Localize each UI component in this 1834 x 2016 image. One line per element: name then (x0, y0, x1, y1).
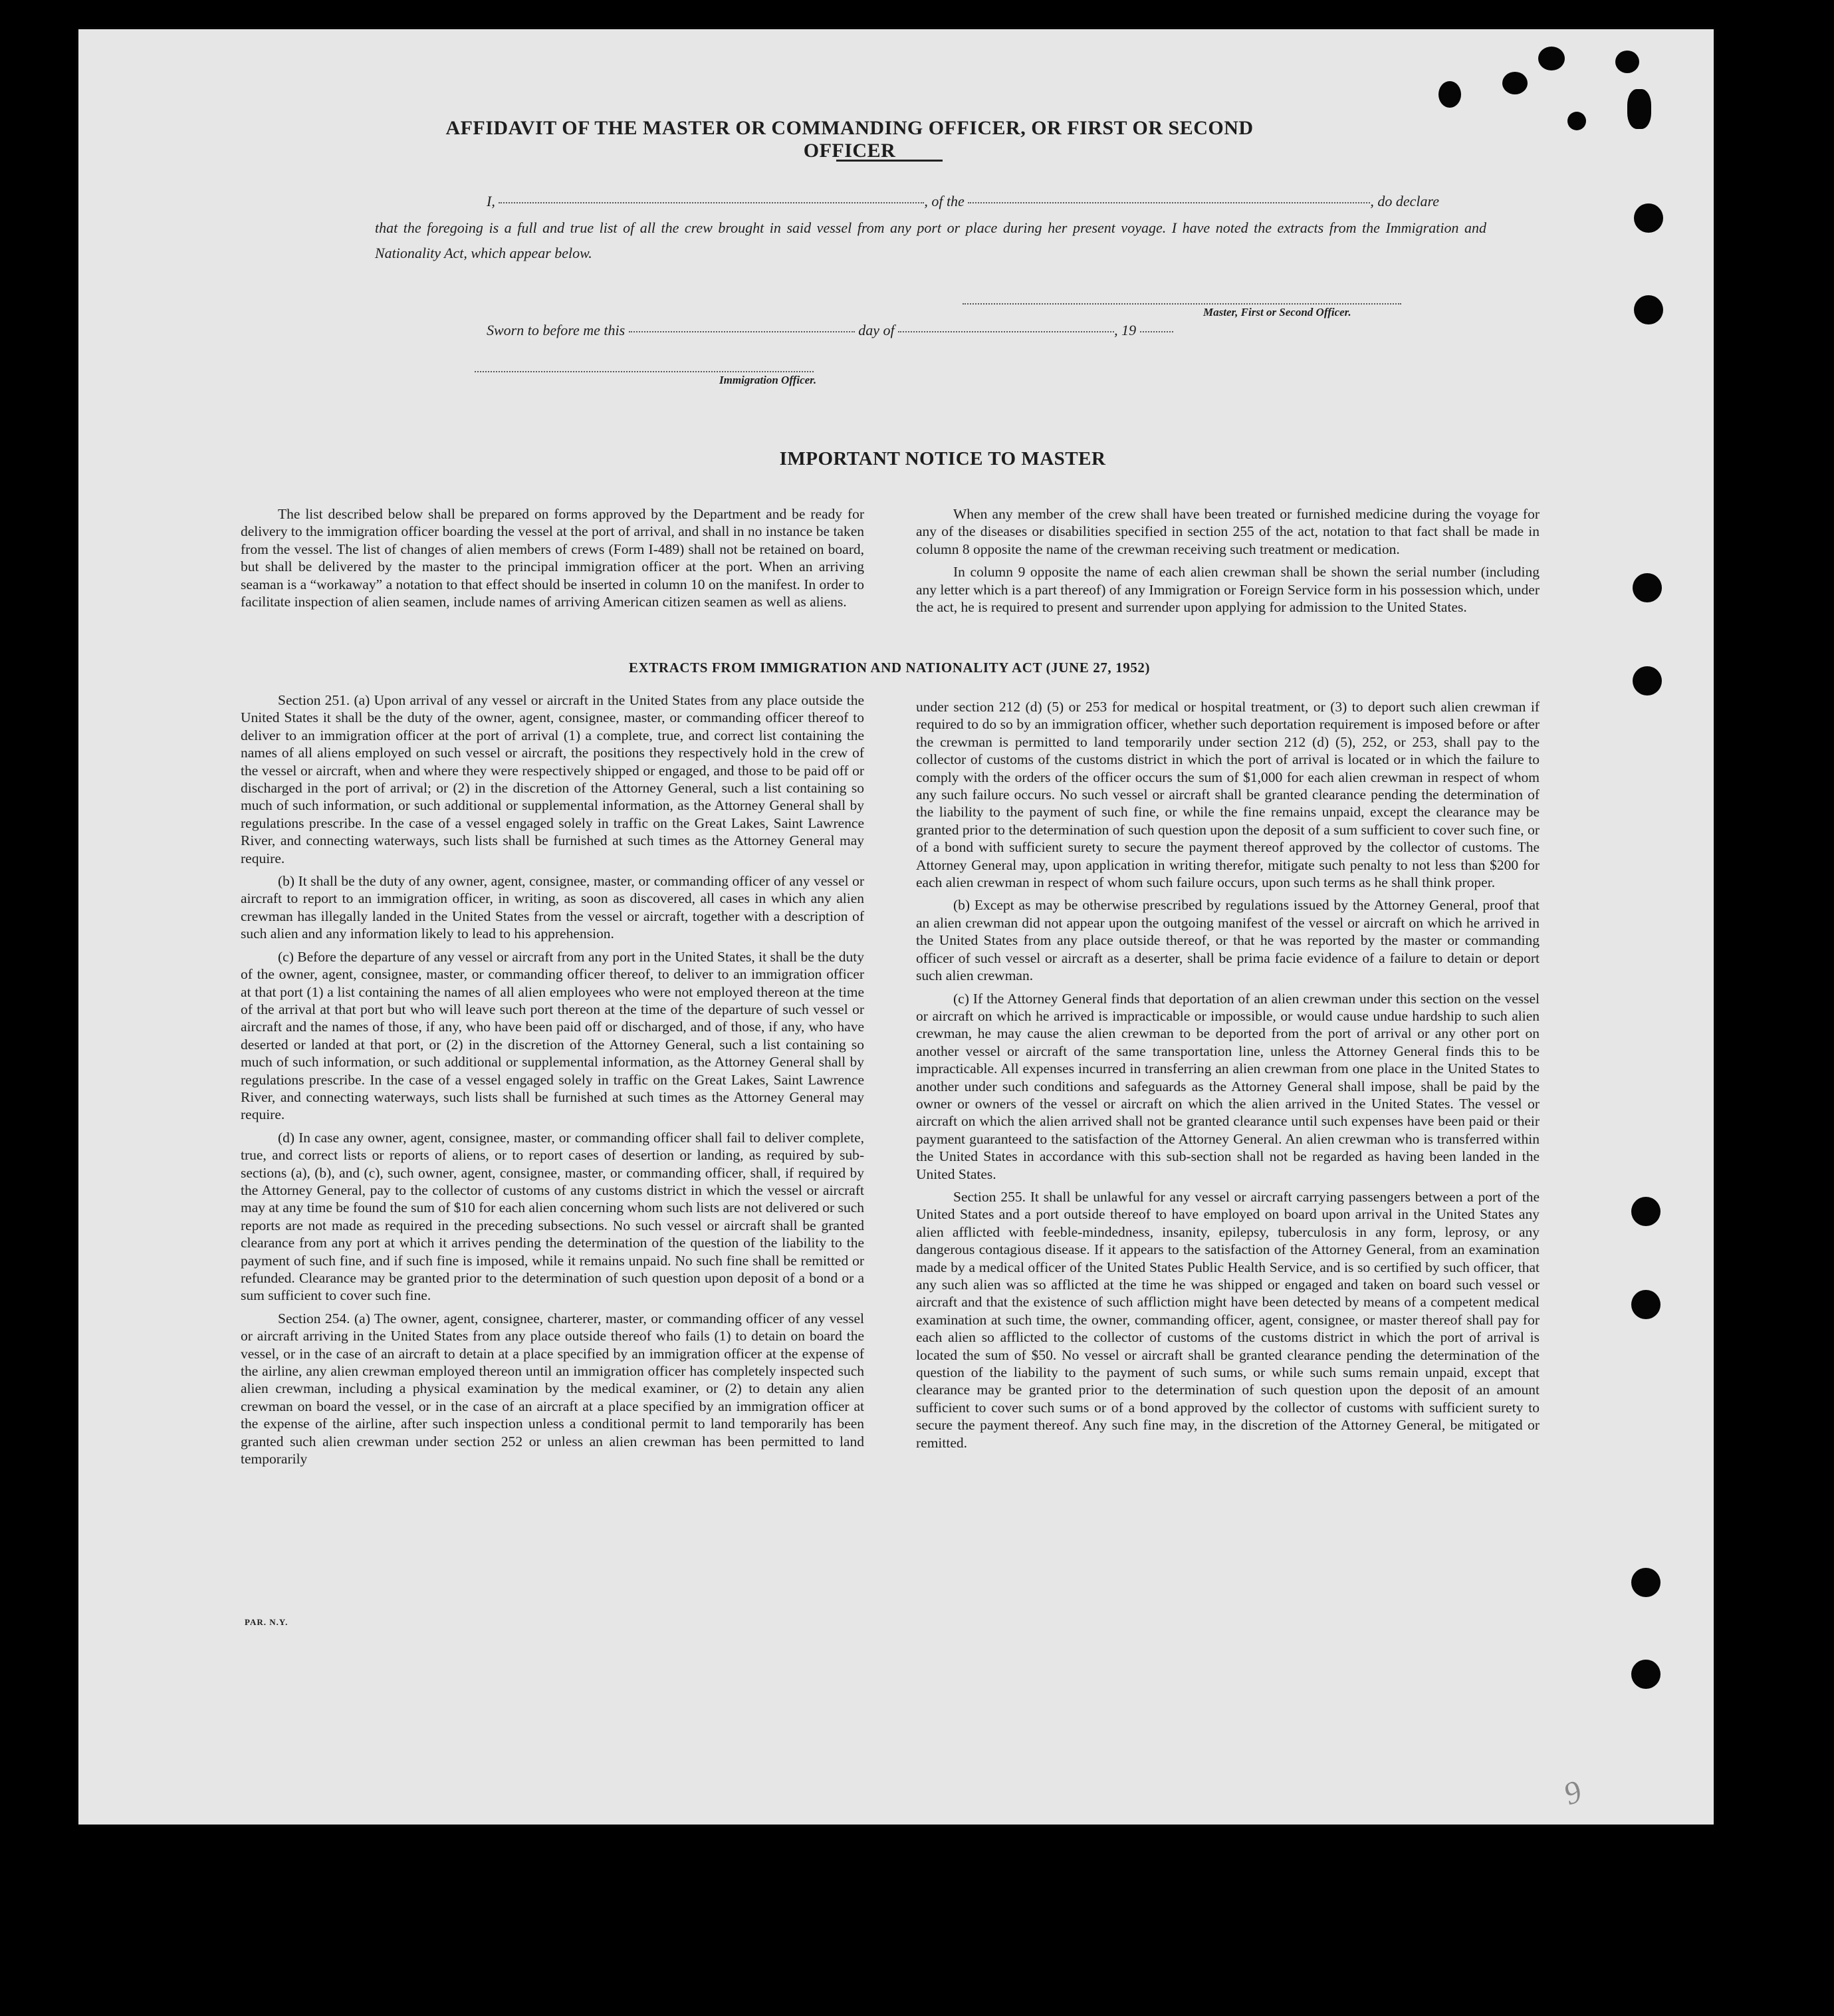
punch-hole (1634, 295, 1663, 324)
notice-title: IMPORTANT NOTICE TO MASTER (779, 448, 1106, 469)
punch-hole (1631, 1568, 1661, 1597)
punch-hole (1502, 72, 1528, 94)
name-blank (499, 202, 924, 203)
statute-paragraph: (b) It shall be the duty of any owner, agent, consignee, master, or commanding officer of any vessel or aircraft to report to an immigration officer, in writing, as soon as discovered, all cases in which any alien crewman has illegally landed in the United States from the vessel or aircraft, together with a description of such alien and any information likely to lead to his apprehension. (241, 873, 864, 942)
sworn-day-blank (629, 331, 855, 332)
master-signature-line (963, 303, 1401, 305)
punch-hole (1634, 203, 1663, 233)
officer-signature-line (475, 371, 814, 372)
extracts-left-column (241, 692, 864, 1473)
statute-paragraph: (d) In case any owner, agent, consignee, master, or commanding officer shall fail to deliver complete, true, and correct lists or reports of aliens, or to report cases of desertion or landing, as required by sub-sections (a), (b), and (c), such owner, agent, consignee, master, or commanding officer, shall, if required by the Attorney General, pay to the collector of customs of any customs district in which the vessel or aircraft may at any time be found the sum of $10 for each alien concerning whom such lists are not delivered or such reports are not made as required in the preceding subsections. No such vessel or aircraft shall be granted clearance from any port at which it arrives pending the determination of the question of the liability to the payment of such fine, and if such fine is imposed, while it remains unpaid. No such fine shall be remitted or refunded. Clearance may be granted prior to the determination of such question upon deposit of a bond or a sum sufficient to cover such fine. (241, 1129, 864, 1304)
statute-paragraph: (b) Except as may be otherwise prescribed by regulations issued by the Attorney General, proof that an alien crewman did not appear upon the outgoing manifest of the vessel or aircraft on which he arrived in the United States from any place outside thereof, or that he was reported by the master or commanding officer of such vessel or aircraft as a deserter, shall be prima facie evidence of a failure to detain or deport such alien crewman. (916, 897, 1540, 984)
affidavit-title: AFFIDAVIT OF THE MASTER OR COMMANDING OFFICER, OR FIRST OR SECOND OFFICER (445, 117, 1254, 162)
extracts-right-column (916, 698, 1540, 1457)
punch-hole (1438, 81, 1461, 108)
declaration-of-the-label: , of the (924, 193, 965, 209)
statute-paragraph: (c) Before the departure of any vessel or aircraft from any port in the United States, it shall be the duty of the owner, agent, consignee, master, or commanding officer thereof, to deliver to an immigration officer at that port (1) a list containing the names of all alien employees who were not employed thereon at the time of the arrival at that port but who will leave such port thereon at the time of the departure of such vessel or aircraft and the names of those, if any, who have been paid off or discharged, and of those, if any, who have deserted or landed at that port, or (2) in the discretion of the Attorney General, such a list containing so much of such information, or such additional or supplemental information, as the Attorney General shall by regulations prescribe. In the case of a vessel engaged solely in traffic on the Great Lakes, Saint Lawrence River, and connecting waterways, such lists shall be furnished at such times as the Attorney General may require. (241, 948, 864, 1123)
vessel-blank (968, 202, 1370, 203)
declaration-i-label: I, (487, 193, 495, 209)
punch-hole (1631, 1290, 1661, 1319)
sworn-prefix: Sworn to before me this (487, 322, 626, 338)
title-divider (836, 160, 943, 162)
statute-paragraph: (c) If the Attorney General finds that deportation of an alien crewman under this section on the vessel or aircraft on which he arrived is impracticable or impossible, or would cause undue hardship to such alien crewman, he may cause the alien crewman to be deported from the port of arrival or any other port on another vessel or aircraft of the same transportation line, unless the Attorney General finds this to be impracticable. All expenses incurred in transferring an alien crewman from one place in the United States to another under such conditions and safeguards as the Attorney General shall impose, shall be paid by the owner or owners of the vessel or aircraft on which the alien arrived in the United States. The vessel or aircraft on which the alien arrived shall not be granted clearance until such expenses have been paid or their payment guaranteed to the satisfaction of the Attorney General. An alien crewman who is transferred within the United States in accordance with this sub-section shall not be regarded as having been landed in the United States. (916, 990, 1540, 1182)
sworn-year-blank (1140, 331, 1173, 332)
sworn-line (375, 318, 1492, 343)
punch-hole (1631, 1197, 1661, 1226)
extracts-title: EXTRACTS FROM IMMIGRATION AND NATIONALITY ACT (JUNE 27, 1952) (628, 660, 1151, 676)
punch-hole (1538, 47, 1565, 70)
notice-paragraph: The list described below shall be prepared on forms approved by the Department and be ready for delivery to the immigration officer boarding the vessel at the port of arrival, and shall in no instance be taken from the vessel. The list of changes of alien members of crews (Form I-489) shall not be retained on board, but shall be delivered by the master to the principal immigration officer at the port. When an arriving seaman is a “workaway” a notation to that effect should be inserted in column 10 on the manifest. In order to facilitate inspection of alien seamen, include names of arriving American citizen seamen as well as aliens. (241, 506, 864, 610)
statute-paragraph: under section 212 (d) (5) or 253 for medical or hospital treatment, or (3) to deport such alien crewman if required to do so by an immigration officer, whether such deportation requirement is imposed before or after the crewman is permitted to land temporarily under section 212 (d) (5), 252, or 253, shall pay to the collector of customs of the customs district in which the port of arrival is located or in which the failure to comply with the orders of the officer occurs the sum of $1,000 for each alien crewman in respect of whom any such failure occurs. No such vessel or aircraft shall be granted clearance pending the determination of the liability to the payment of such fine, or while the fine remains unpaid, except the clearance may be granted prior to the determination of such question upon the deposit of a sum sufficient to cover such fine, or of a bond with sufficient surety to secure the payment thereof approved by the collector of customs. The Attorney General may, upon application in writing therefor, mitigate such penalty to not less than $200 for each alien crewman in respect of whom such failure occurs, upon such terms as he shall think proper. (916, 699, 1540, 891)
statute-paragraph: Section 251. (a) Upon arrival of any vessel or aircraft in the United States from any place outside the United States it shall be the duty of the owner, agent, consignee, master, or commanding officer thereof to deliver to an immigration officer at the port of arrival (1) a complete, true, and correct list containing the names of all aliens employed on such vessel or aircraft, the positions they respectively hold in the crew of the vessel or aircraft, when and where they were respectively shipped or engaged, and those to be paid off or discharged in the port of arrival; or (2) in the discretion of the Attorney General, such a list containing so much of such information, or such additional or supplemental information, as the Attorney General shall by regulations prescribe. In the case of a vessel engaged solely in traffic on the Great Lakes, Saint Lawrence River, and connecting waterways, such lists shall be furnished at such times as the Attorney General may require. (241, 692, 864, 866)
statute-paragraph: Section 254. (a) The owner, agent, consignee, charterer, master, or commanding officer of any vessel or aircraft arriving in the United States from any place outside thereof who fails (1) to detain on board the vessel, or in the case of an aircraft to detain at a place specified by an immigration officer at the expense of the airline, any alien crewman employed thereon until an immigration officer has completely inspected such alien crewman, including a physical examination by the medical examiner, or (2) to detain any alien crewman on board the vessel, or in the case of an aircraft at a place specified by an immigration officer at the expense of the airline, after such inspection unless a conditional permit to land temporarily has been granted such alien crewman under section 252 or unless an alien crewman has been permitted to land temporarily (241, 1310, 864, 1467)
notice-paragraph: In column 9 opposite the name of each alien crewman shall be shown the serial number (including any letter which is a part thereof) of any Immigration or Foreign Service form in his possession which, under the act, he is required to present and surrender upon applying for admission to the United States. (916, 564, 1540, 616)
declaration-do-declare-label: , do declare (1370, 193, 1439, 209)
sworn-year-label: , 19 (1114, 322, 1137, 338)
officer-signature-label: Immigration Officer. (719, 374, 817, 386)
punch-hole (1633, 573, 1662, 602)
handwritten-page-number: 9 (1559, 1773, 1587, 1813)
punch-hole (1633, 666, 1662, 695)
sworn-day-of-label: day of (858, 322, 895, 338)
notice-left-column (241, 505, 864, 616)
master-signature-label: Master, First or Second Officer. (1203, 306, 1351, 318)
punch-hole (1615, 51, 1639, 73)
notice-right-column (916, 505, 1540, 621)
document-page (78, 29, 1714, 1825)
sworn-month-blank (898, 331, 1114, 332)
declaration-line (375, 189, 1492, 214)
statute-paragraph: Section 255. It shall be unlawful for any vessel or aircraft carrying passengers between a port of the United States and a port outside thereof to have employed on board upon arrival in the United States any alien afflicted with feeble-mindedness, insanity, epilepsy, tuberculosis in any form, leprosy, or any dangerous contagious disease. If it appears to the satisfaction of the Attorney General, from an examination made by a medical officer of the United States Public Health Service, and is so certified by such officer, that any such alien was so afflicted at the time he was shipped or engaged and taken on board such vessel or aircraft and that the existence of such affliction might have been detected by means of a competent medical examination at such time, the owner, commanding officer, agent, consignee, or master thereof shall pay for each alien so afflicted to the collector of customs of the customs district in which the port of arrival is located the sum of $50. No vessel or aircraft shall be granted clearance pending the determination of the question of the liability to the payment of such sums, or while such sums remain unpaid, except that clearance may be granted prior to the determination of such question upon the deposit of an amount sufficient to cover such sums or of a bond approved by the collector of customs with sufficient surety to secure the payment thereof. Any such fine may, in the discretion of the Attorney General, be mitigated or remitted. (916, 1188, 1540, 1451)
declaration-body: that the foregoing is a full and true list of all the crew brought in said vessel from any port or place during her present voyage. I have noted the extracts from the Immigration and Nationality Act, which appear below. (375, 219, 1486, 261)
notice-paragraph: When any member of the crew shall have been treated or furnished medicine during the voyage for any of the diseases or disabilities specified in section 255 of the act, notation to that fact shall be made in column 8 opposite the name of the crewman receiving such treatment or medication. (916, 506, 1540, 557)
punch-hole (1567, 112, 1586, 130)
punch-hole (1631, 1660, 1661, 1689)
printer-mark: PAR. N.Y. (245, 1617, 288, 1627)
punch-hole (1627, 89, 1651, 129)
